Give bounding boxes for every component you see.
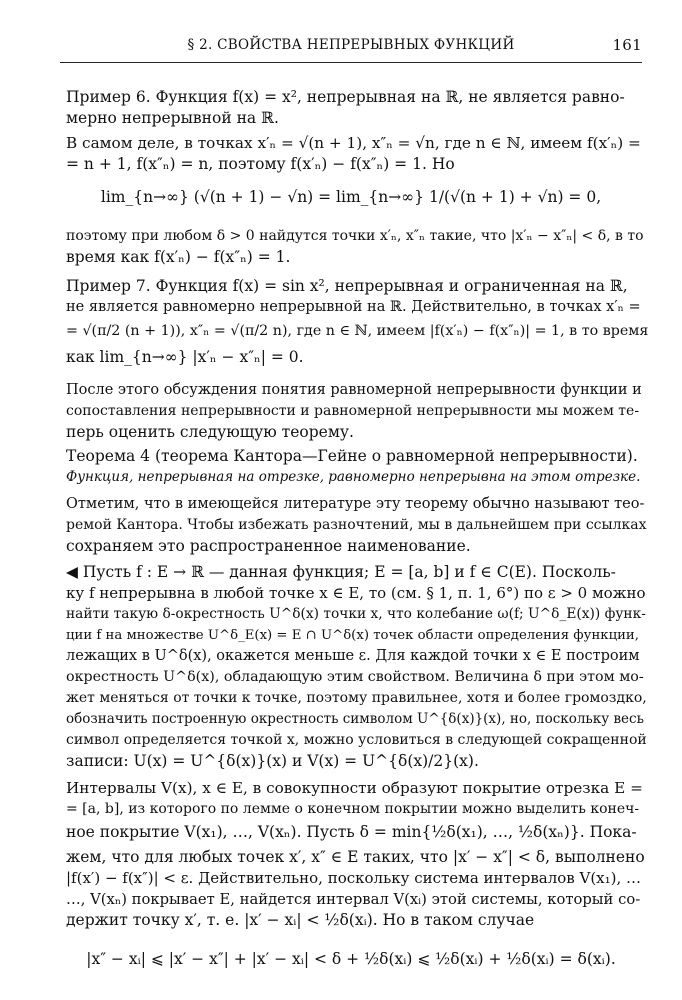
proof-line-10: записи: U(x) = U^{δ(x)}(x) и V(x) = U^{δ(x)/2}(x). bbox=[66, 752, 479, 770]
intervals-line-5: |f(x′) − f(x″)| < ε. Действительно, поскольку система интервалов V(x₁), … bbox=[66, 869, 642, 887]
intervals-line-1: Интервалы V(x), x ∈ E, в совокупности образуют покрытие отрезка E = bbox=[66, 779, 643, 797]
running-header bbox=[60, 35, 642, 57]
example-7-line-3: = √(π/2 (n + 1)), x″ₙ = √(π/2 n), где n ∈ ℕ, имеем |f(x′ₙ) − f(x″ₙ)| = 1, в то время bbox=[66, 323, 649, 339]
proof-line-3: найти такую δ-окрестность U^δ(x) точки x, что колебание ω(f; U^δ_E(x)) функ- bbox=[66, 606, 646, 622]
proof-line-5: лежащих в U^δ(x), окажется меньше ε. Для каждой точки x ∈ E построим bbox=[66, 648, 640, 664]
example-6-line-6: поэтому при любом δ > 0 найдутся точки x′ₙ, x″ₙ такие, что |x′ₙ − x″ₙ| < δ, в то bbox=[66, 228, 644, 244]
discussion-line-1: После этого обсуждения понятия равномерной непрерывности функции и bbox=[66, 382, 642, 398]
example-7-line-2: не является равномерно непрерывной на ℝ. Действительно, в точках x′ₙ = bbox=[66, 299, 641, 315]
discussion-line-3: перь оценить следующую теорему. bbox=[66, 423, 354, 441]
intervals-line-7: держит точку x′, т. е. |x′ − xᵢ| < ½δ(xᵢ). Но в таком случае bbox=[66, 911, 535, 929]
intervals-line-4: жем, что для любых точек x′, x″ ∈ E таких, что |x′ − x″| < δ, выполнено bbox=[66, 848, 645, 866]
proof-line-8: обозначить построенную окрестность символом U^{δ(x)}(x), но, поскольку весь bbox=[66, 711, 644, 727]
example-6-line-7: время как f(x′ₙ) − f(x″ₙ) = 1. bbox=[66, 248, 291, 266]
intervals-line-6: …, V(xₙ) покрывает E, найдется интервал V(xᵢ) этой системы, который со- bbox=[66, 891, 641, 908]
example-7-line-1: Пример 7. Функция f(x) = sin x², непрерывная и ограниченная на ℝ, bbox=[66, 277, 628, 295]
proof-line-2: ку f непрерывна в любой точке x ∈ E, то (см. § 1, п. 1, 6°) по ε > 0 можно bbox=[66, 584, 646, 602]
example-6-line-4: = n + 1, f(x″ₙ) = n, поэтому f(x′ₙ) − f(x″ₙ) = 1. Но bbox=[66, 155, 455, 173]
theorem-4-heading: Теорема 4 (теорема Кантора—Гейне о равномерной непрерывности). bbox=[66, 447, 638, 465]
intervals-line-3: ное покрытие V(x₁), …, V(xₙ). Пусть δ = min{½δ(x₁), …, ½δ(xₙ)}. Пока- bbox=[66, 823, 637, 841]
proof-line-7: жет меняться от точки к точке, поэтому правильнее, хотя и более громоздко, bbox=[66, 690, 647, 706]
header-title: § 2. СВОЙСТВА НЕПРЕРЫВНЫХ ФУНКЦИЙ bbox=[187, 37, 515, 53]
example-6-line-3: В самом деле, в точках x′ₙ = √(n + 1), x″ₙ = √n, где n ∈ ℕ, имеем f(x′ₙ) = bbox=[66, 134, 641, 152]
note-line-2: ремой Кантора. Чтобы избежать разночтений, мы в дальнейшем при ссылках bbox=[66, 517, 647, 533]
example-6-line-2: мерно непрерывной на ℝ. bbox=[66, 109, 279, 127]
example-6-line-1: Пример 6. Функция f(x) = x², непрерывная на ℝ, не является равно- bbox=[66, 88, 625, 106]
theorem-4-statement: Функция, непрерывная на отрезке, равномерно непрерывна на этом отрезке. bbox=[66, 469, 641, 485]
note-line-3: сохраняем это распространенное наименование. bbox=[66, 537, 471, 555]
example-7-line-4: как lim_{n→∞} |x′ₙ − x″ₙ| = 0. bbox=[66, 348, 304, 366]
note-line-1: Отметим, что в имеющейся литературе эту теорему обычно называют тео- bbox=[66, 496, 645, 512]
page-number: 161 bbox=[612, 36, 642, 54]
proof-line-9: символ определяется точкой x, можно условиться в следующей сокращенной bbox=[66, 732, 647, 748]
example-6-limit-formula: lim_{n→∞} (√(n + 1) − √n) = lim_{n→∞} 1/(√(n + 1) + √n) = 0, bbox=[100, 188, 602, 206]
proof-line-4: ции f на множестве U^δ_E(x) = E ∩ U^δ(x) точек области определения функции, bbox=[66, 628, 639, 643]
intervals-line-2: = [a, b], из которого по лемме о конечном покрытии можно выделить конеч- bbox=[66, 801, 640, 817]
discussion-line-2: сопоставления непрерывности и равномерной непрерывности мы можем те- bbox=[66, 403, 640, 419]
proof-line-1: ◀ Пусть f : E → ℝ — данная функция; E = [a, b] и f ∈ C(E). Посколь- bbox=[66, 563, 616, 581]
header-rule bbox=[60, 62, 642, 63]
final-inequality-formula: |x″ − xᵢ| ⩽ |x′ − x″| + |x′ − xᵢ| < δ + ½δ(xᵢ) ⩽ ½δ(xᵢ) + ½δ(xᵢ) = δ(xᵢ). bbox=[86, 950, 616, 968]
proof-line-6: окрестность U^δ(x), обладающую этим свойством. Величина δ при этом мо- bbox=[66, 669, 644, 685]
